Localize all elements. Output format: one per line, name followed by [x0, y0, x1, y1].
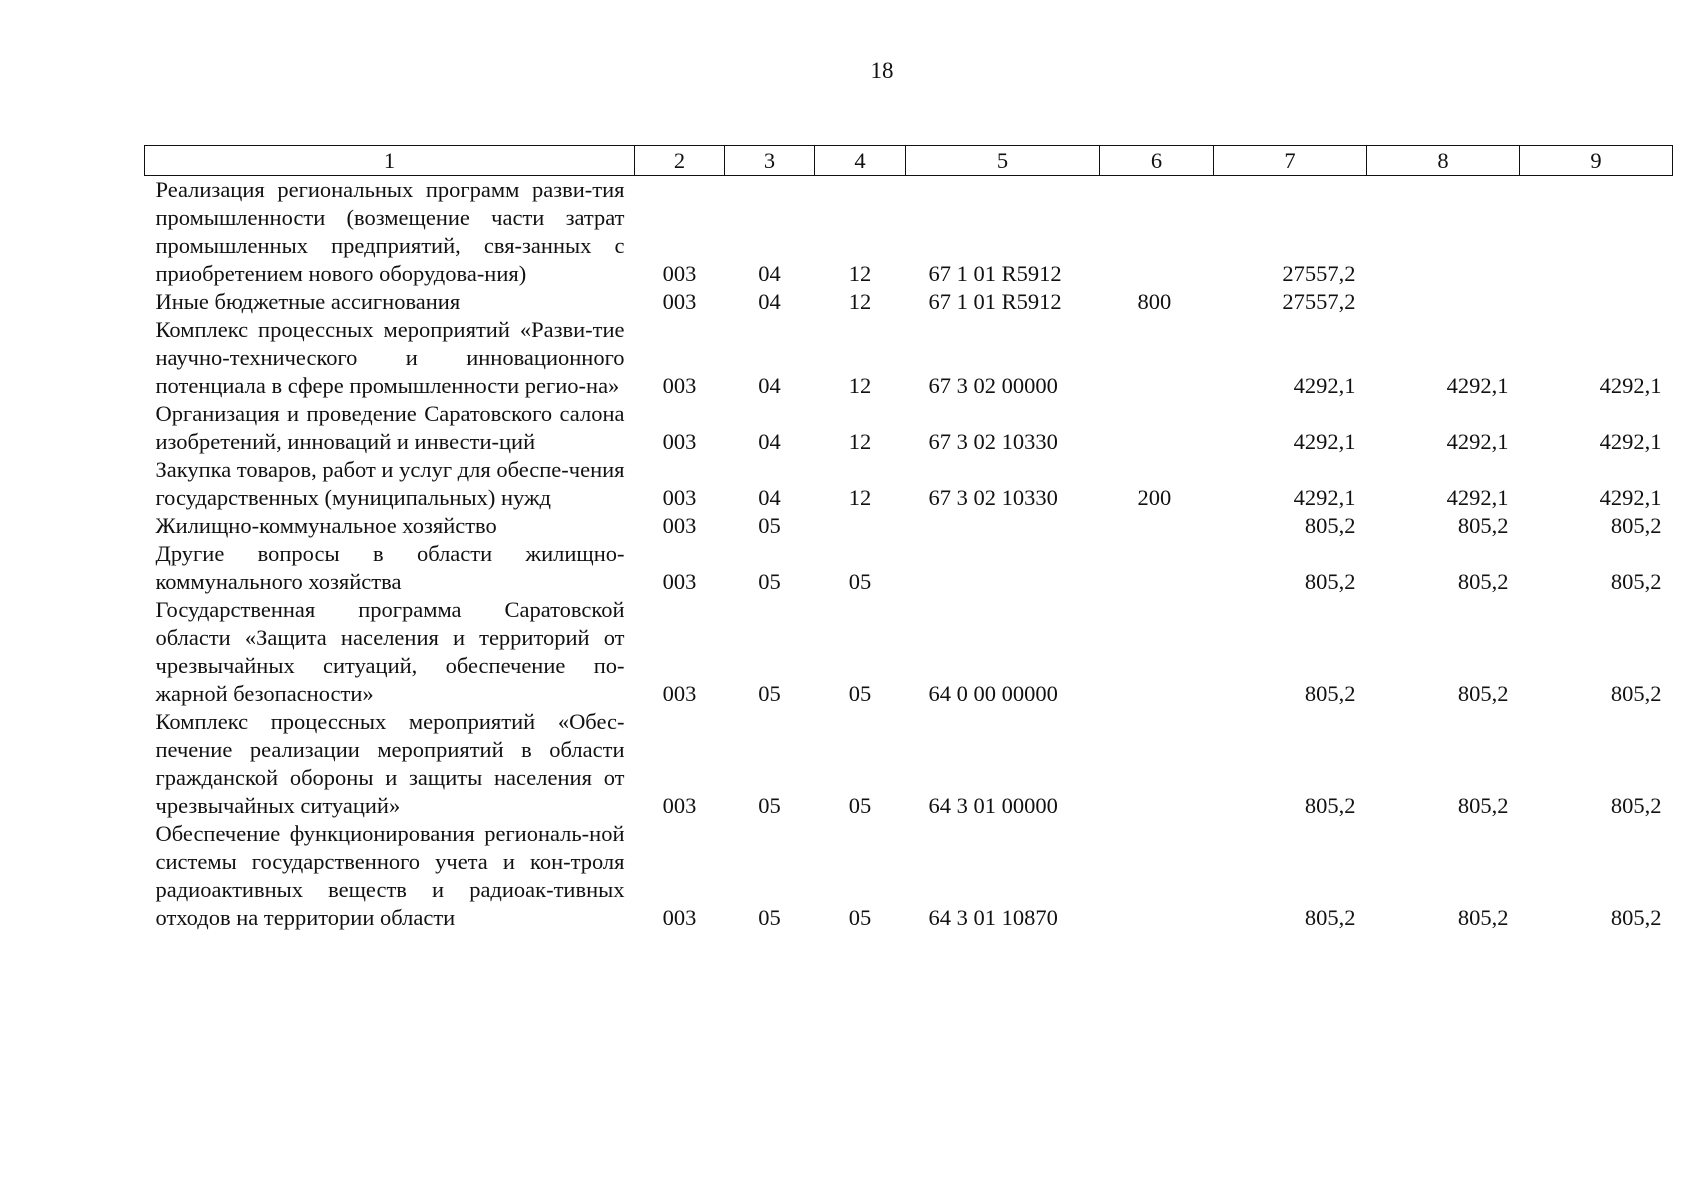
section-code: 04: [758, 373, 781, 398]
table-body: [145, 176, 1673, 933]
table-header: [145, 146, 1673, 176]
section-code: 05: [758, 905, 781, 930]
header-cell: 2: [635, 146, 725, 176]
item-name: Государственная программа Саратовской области «Защита населения и территорий от чрезвычайных ситуаций, обеспечение по-жарной безопасности»: [155, 597, 625, 706]
subsection-code: 12: [848, 373, 872, 398]
expense-type-code: 800: [1137, 289, 1172, 314]
subsection-code: 05: [848, 905, 872, 930]
amount-col-7: 4292,1: [1293, 373, 1356, 398]
expense-type-code: [1100, 512, 1214, 540]
amount-col-8: 805,2: [1457, 681, 1509, 706]
amount-col-8: 4292,1: [1446, 429, 1509, 454]
target-article-code: 67 1 01 R5912: [928, 261, 1062, 286]
expense-type-code: [1100, 820, 1214, 932]
section-code: 05: [758, 681, 781, 706]
subsection-code: 12: [848, 261, 872, 286]
ministry-code: 003: [662, 681, 697, 706]
ministry-code: 003: [662, 485, 697, 510]
table-row: [145, 596, 1673, 708]
expense-type-code: [1100, 596, 1214, 708]
expense-type-code: [1100, 400, 1214, 456]
subsection-code: 12: [848, 289, 872, 314]
section-code: 05: [758, 793, 781, 818]
amount-col-9: 805,2: [1610, 905, 1662, 930]
amount-col-7: 4292,1: [1293, 429, 1356, 454]
amount-col-8: 805,2: [1457, 569, 1509, 594]
target-article-code: 67 3 02 10330: [928, 485, 1058, 510]
subsection-code: [815, 512, 906, 540]
subsection-code: 12: [848, 485, 872, 510]
expense-type-code: [1100, 176, 1214, 289]
header-cell: 9: [1520, 146, 1673, 176]
header-cell: 3: [725, 146, 815, 176]
table-row: [145, 176, 1673, 289]
section-code: 05: [758, 513, 781, 538]
item-name: Другие вопросы в области жилищно-коммунального хозяйства: [155, 541, 625, 594]
page-number: 18: [870, 58, 894, 83]
table-row: [145, 288, 1673, 316]
item-name: Жилищно-коммунальное хозяйство: [155, 513, 497, 538]
ministry-code: 003: [662, 905, 697, 930]
section-code: 04: [758, 429, 781, 454]
header-cell: 1: [145, 146, 635, 176]
header-cell: 6: [1100, 146, 1214, 176]
amount-col-8: 805,2: [1457, 905, 1509, 930]
target-article-code: 64 0 00 00000: [928, 681, 1058, 706]
ministry-code: 003: [662, 513, 697, 538]
amount-col-8: 805,2: [1457, 793, 1509, 818]
target-article-code: [906, 540, 1100, 596]
amount-col-9: 805,2: [1610, 681, 1662, 706]
table-row: [145, 820, 1673, 932]
item-name: Комплекс процессных мероприятий «Обес-печение реализации мероприятий в области гражданской обороны и защиты населения от чрезвычайных ситуаций»: [155, 709, 625, 818]
target-article-code: 64 3 01 00000: [928, 793, 1058, 818]
amount-col-7: 27557,2: [1282, 289, 1356, 314]
item-name: Закупка товаров, работ и услуг для обеспе-чения государственных (муниципальных) нужд: [155, 457, 625, 510]
amount-col-9: 805,2: [1610, 793, 1662, 818]
amount-col-8: 4292,1: [1446, 485, 1509, 510]
budget-table: [144, 145, 1673, 932]
amount-col-8: 4292,1: [1446, 373, 1509, 398]
amount-col-8: 805,2: [1457, 513, 1509, 538]
table-row: [145, 512, 1673, 540]
ministry-code: 003: [662, 261, 697, 286]
expense-type-code: 200: [1137, 485, 1172, 510]
ministry-code: 003: [662, 289, 697, 314]
amount-col-9: 4292,1: [1599, 485, 1662, 510]
section-code: 04: [758, 485, 781, 510]
table-row: [145, 708, 1673, 820]
section-code: 04: [758, 261, 781, 286]
amount-col-9: 805,2: [1610, 569, 1662, 594]
item-name: Иные бюджетные ассигнования: [155, 289, 461, 314]
subsection-code: 05: [848, 681, 872, 706]
target-article-code: 64 3 01 10870: [928, 905, 1058, 930]
target-article-code: 67 3 02 00000: [928, 373, 1058, 398]
subsection-code: 05: [848, 569, 872, 594]
amount-col-7: 805,2: [1304, 513, 1356, 538]
ministry-code: 003: [662, 569, 697, 594]
table-row: [145, 400, 1673, 456]
item-name: Реализация региональных программ разви-тия промышленности (возмещение части затрат промышленных предприятий, свя-занных с приобретением нового оборудова-ния): [155, 177, 625, 286]
header-cell: 5: [906, 146, 1100, 176]
section-code: 04: [758, 289, 781, 314]
amount-col-9: 4292,1: [1599, 373, 1662, 398]
subsection-code: 05: [848, 793, 872, 818]
ministry-code: 003: [662, 373, 697, 398]
item-name: Организация и проведение Саратовского салона изобретений, инноваций и инвести-ций: [155, 401, 625, 454]
table-row: [145, 456, 1673, 512]
amount-col-7: 27557,2: [1282, 261, 1356, 286]
expense-type-code: [1100, 708, 1214, 820]
amount-col-7: 4292,1: [1293, 485, 1356, 510]
header-cell: 4: [815, 146, 906, 176]
table-row: [145, 316, 1673, 400]
header-row: [145, 146, 1673, 176]
subsection-code: 12: [848, 429, 872, 454]
item-name: Комплекс процессных мероприятий «Разви-тие научно-технического и инновационного потенциала в сфере промышленности регио-на»: [155, 317, 625, 398]
amount-col-9: [1520, 176, 1673, 289]
target-article-code: 67 3 02 10330: [928, 429, 1058, 454]
amount-col-9: [1520, 288, 1673, 316]
target-article-code: [906, 512, 1100, 540]
amount-col-8: [1367, 288, 1520, 316]
ministry-code: 003: [662, 793, 697, 818]
amount-col-9: 4292,1: [1599, 429, 1662, 454]
table-row: [145, 540, 1673, 596]
amount-col-7: 805,2: [1304, 905, 1356, 930]
expense-type-code: [1100, 316, 1214, 400]
amount-col-9: 805,2: [1610, 513, 1662, 538]
amount-col-7: 805,2: [1304, 681, 1356, 706]
ministry-code: 003: [662, 429, 697, 454]
item-name: Обеспечение функционирования региональ-ной системы государственного учета и кон-троля радиоактивных веществ и радиоак-тивных отходов на территории области: [155, 821, 625, 930]
amount-col-7: 805,2: [1304, 793, 1356, 818]
amount-col-7: 805,2: [1304, 569, 1356, 594]
amount-col-8: [1367, 176, 1520, 289]
header-cell: 7: [1214, 146, 1367, 176]
section-code: 05: [758, 569, 781, 594]
expense-type-code: [1100, 540, 1214, 596]
target-article-code: 67 1 01 R5912: [928, 289, 1062, 314]
header-cell: 8: [1367, 146, 1520, 176]
